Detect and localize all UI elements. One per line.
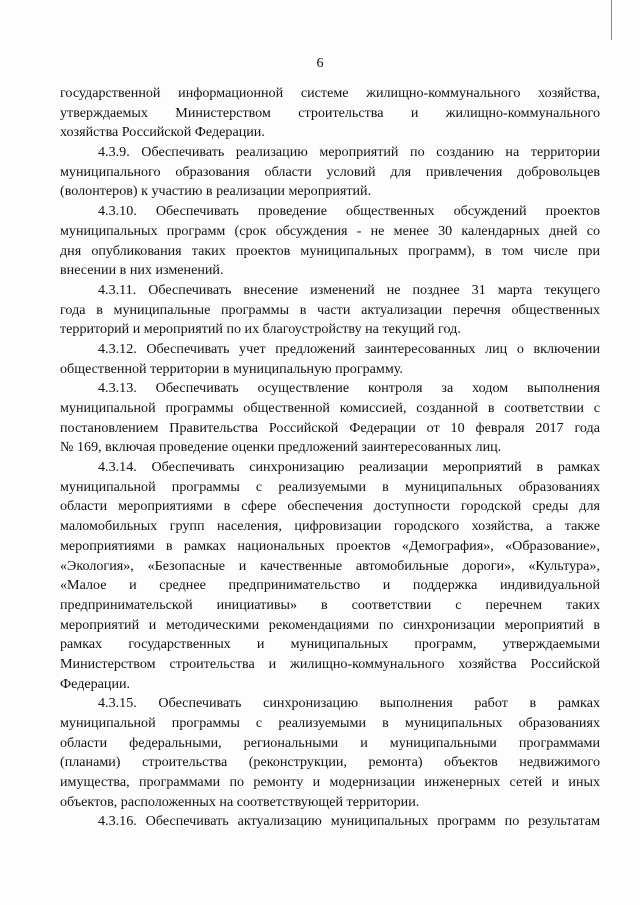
paragraph-line: 4.3.9. Обеспечивать реализацию мероприятий по созданию на территории bbox=[98, 144, 600, 161]
paragraph-line: 4.3.13. Обеспечивать осуществление контроля за ходом выполнения bbox=[98, 380, 600, 397]
paragraph-line: муниципальной программы с реализуемыми в муниципальных образованиях bbox=[60, 715, 600, 731]
paragraph-line: области мероприятиями в сфере обеспечения доступности городской среды для bbox=[60, 498, 600, 515]
paragraph-line: территорий и мероприятий по их благоустройству на текущий год. bbox=[60, 321, 461, 338]
paragraph-line: 4.3.10. Обеспечивать проведение общественных обсуждений проектов bbox=[98, 203, 600, 220]
paragraph-line: Министерством строительства и жилищно-коммунального хозяйства Российской bbox=[60, 655, 600, 672]
paragraph-line: мероприятий и методическими рекомендациями по синхронизации мероприятий в bbox=[60, 616, 600, 633]
paragraph-line: постановлением Правительства Российской Федерации от 10 февраля 2017 года bbox=[60, 419, 600, 436]
paragraph-line: предпринимательской инициативы» в соответствии с перечнем таких bbox=[60, 596, 600, 613]
paragraph-4-3-12 bbox=[60, 340, 600, 379]
scan-edge-line bbox=[611, 0, 612, 40]
paragraph-4-3-16 bbox=[60, 812, 600, 832]
paragraph-line: «Малое и среднее предпринимательство и поддержка индивидуальной bbox=[60, 577, 600, 594]
paragraph-line: 4.3.15. Обеспечивать синхронизацию выполнения работ в рамках bbox=[98, 695, 600, 712]
paragraph-line: области федеральными, региональными и муниципальными программами bbox=[60, 734, 600, 751]
page-number: 6 bbox=[316, 56, 324, 71]
paragraph-line: муниципальной программы с реализуемыми в муниципальных образованиях bbox=[60, 478, 600, 495]
paragraph-line: № 169, включая проведение оценки предложений заинтересованных лиц. bbox=[60, 439, 502, 456]
paragraph-4-3-14 bbox=[60, 458, 600, 694]
paragraph-line: 4.3.12. Обеспечивать учет предложений заинтересованных лиц о включении bbox=[98, 340, 600, 357]
paragraph-line: внесении в них изменений. bbox=[60, 262, 224, 279]
paragraph-line: мероприятиями в рамках национальных проектов «Демография», «Образование», bbox=[60, 537, 600, 554]
paragraph-line: муниципальных программ (срок обсуждения - не менее 30 календарных дней со bbox=[60, 222, 600, 239]
paragraph-4-3-9 bbox=[60, 143, 600, 202]
paragraph-line: утверждаемых Министерством строительства и жилищно-коммунального bbox=[60, 104, 600, 121]
paragraph-line: хозяйства Российской Федерации. bbox=[60, 124, 265, 141]
paragraph-line: «Экология», «Безопасные и качественные автомобильные дороги», «Культура», bbox=[60, 557, 600, 574]
paragraph-line: муниципальной программы общественной комиссией, созданной в соответствии с bbox=[60, 400, 600, 416]
paragraph-4-3-11 bbox=[60, 281, 600, 340]
paragraph-line: государственной информационной системе жилищно-коммунального хозяйства, bbox=[60, 85, 600, 101]
paragraph-line: рамках государственных и муниципальных программ, утверждаемыми bbox=[60, 636, 600, 653]
document-body bbox=[60, 84, 600, 832]
paragraph-line: 4.3.11. Обеспечивать внесение изменений не позднее 31 марта текущего bbox=[98, 281, 600, 298]
paragraph-intro bbox=[60, 84, 600, 143]
paragraph-line: дня опубликования таких проектов муниципальных программ), в том числе при bbox=[60, 242, 600, 259]
paragraph-line: (планами) строительства (реконструкции, ремонта) объектов недвижимого bbox=[60, 754, 600, 771]
paragraph-line: общественной территории в муниципальную программу. bbox=[60, 360, 403, 377]
paragraph-line: 4.3.14. Обеспечивать синхронизацию реализации мероприятий в рамках bbox=[98, 459, 600, 476]
paragraph-line: имущества, программами по ремонту и модернизации инженерных сетей и иных bbox=[60, 774, 600, 791]
paragraph-line: 4.3.16. Обеспечивать актуализацию муниципальных программ по результатам bbox=[98, 813, 600, 830]
paragraph-line: муниципального образования области условий для привлечения добровольцев bbox=[60, 163, 600, 180]
paragraph-4-3-10 bbox=[60, 202, 600, 281]
paragraph-line: (волонтеров) к участию в реализации мероприятий. bbox=[60, 183, 372, 200]
paragraph-line: маломобильных групп населения, цифровизации городского хозяйства, а также bbox=[60, 518, 600, 535]
paragraph-4-3-13 bbox=[60, 379, 600, 458]
paragraph-4-3-15 bbox=[60, 694, 600, 812]
paragraph-line: объектов, расположенных на соответствующей территории. bbox=[60, 793, 420, 810]
paragraph-line: Федерации. bbox=[60, 675, 131, 692]
paragraph-line: года в муниципальные программы в части актуализации перечня общественных bbox=[60, 301, 600, 318]
